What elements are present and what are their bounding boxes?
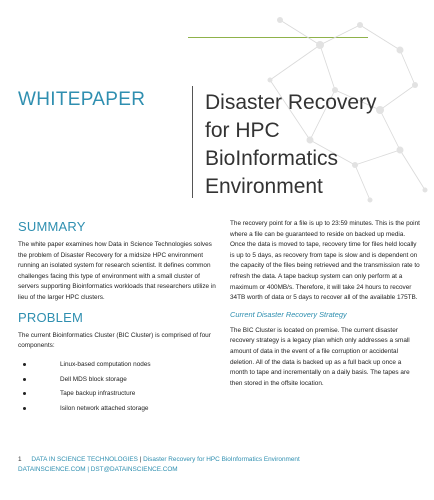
left-column (18, 219, 218, 420)
component-label: Dell MDS block storage (60, 375, 127, 383)
bullet-icon (23, 378, 26, 381)
summary-paragraph: The white paper examines how Data in Science Technologies solves the problem of Disaster Recovery for a midsize HPC environment running an isolated system for research scientist. It defines common challenges facing this type of environment with a small cluster of servers supporting Bioinformatics workloads that researchers utilize in lieu of the larger HPC clusters. (18, 241, 216, 301)
bullet-icon (23, 392, 26, 395)
title-divider (192, 86, 193, 198)
component-list (18, 361, 218, 413)
problem-intro: The current Bioinformatics Cluster (BIC Cluster) is comprised of four components: (18, 331, 211, 350)
title-line: Environment (205, 175, 323, 198)
whitepaper-label: WHITEPAPER (18, 89, 146, 110)
list-item (18, 376, 218, 384)
footer-contact[interactable]: DATAINSCIENCE.COM | DST@DATAINSCIENCE.COM (18, 466, 178, 473)
list-item (18, 405, 218, 413)
bullet-icon (23, 363, 26, 366)
title-line: Disaster Recovery (205, 91, 377, 114)
summary-heading: SUMMARY (18, 219, 86, 234)
footer-document-title: Disaster Recovery for HPC BioInformatics Environment (143, 456, 300, 463)
page-footer (18, 455, 418, 475)
title-line: BioInformatics (205, 147, 339, 170)
problem-heading: PROBLEM (18, 309, 83, 325)
list-item (18, 390, 218, 398)
title-line: for HPC (205, 119, 280, 142)
page-number: 1 (18, 456, 22, 463)
right-column (230, 219, 420, 395)
footer-company: DATA IN SCIENCE TECHNOLOGIES (31, 456, 138, 463)
component-label: Isilon network attached storage (60, 405, 149, 413)
strategy-paragraph: The BIC Cluster is located on premise. The current disaster recovery strategy is a legacy plan which only addresses a small amount of data in the event of a file corruption or accidental deletion. All of the data is backed up as a full back up once a month to tape and incrementally on a daily basis. The tapes are then stored in the offsite location. (230, 326, 410, 387)
component-label: Tape backup infrastructure (60, 390, 136, 398)
recovery-paragraph: The recovery point for a file is up to 23:59 minutes. This is the point where a file can be guaranteed to reside on backed up media. Once the data is moved to tape, recovery time for files held locally is up to 5 days, as recovery from tape is slow and is dependent on the capacity of the files being retrieved and the transmission rate to refresh the data. A tape backup system can only perform at a maximum or 400MB/s. Therefore, it will take 24 hours to recover 34TB worth of data or 5 days to recover all of the available 175TB. (230, 220, 420, 302)
component-label: Linux-based computation nodes (60, 360, 151, 368)
list-item (18, 361, 218, 369)
bullet-icon (23, 407, 26, 410)
footer-line (18, 455, 418, 465)
document-title (205, 89, 415, 201)
footer-separator: | (137, 456, 144, 463)
strategy-heading: Current Disaster Recovery Strategy (230, 309, 347, 319)
